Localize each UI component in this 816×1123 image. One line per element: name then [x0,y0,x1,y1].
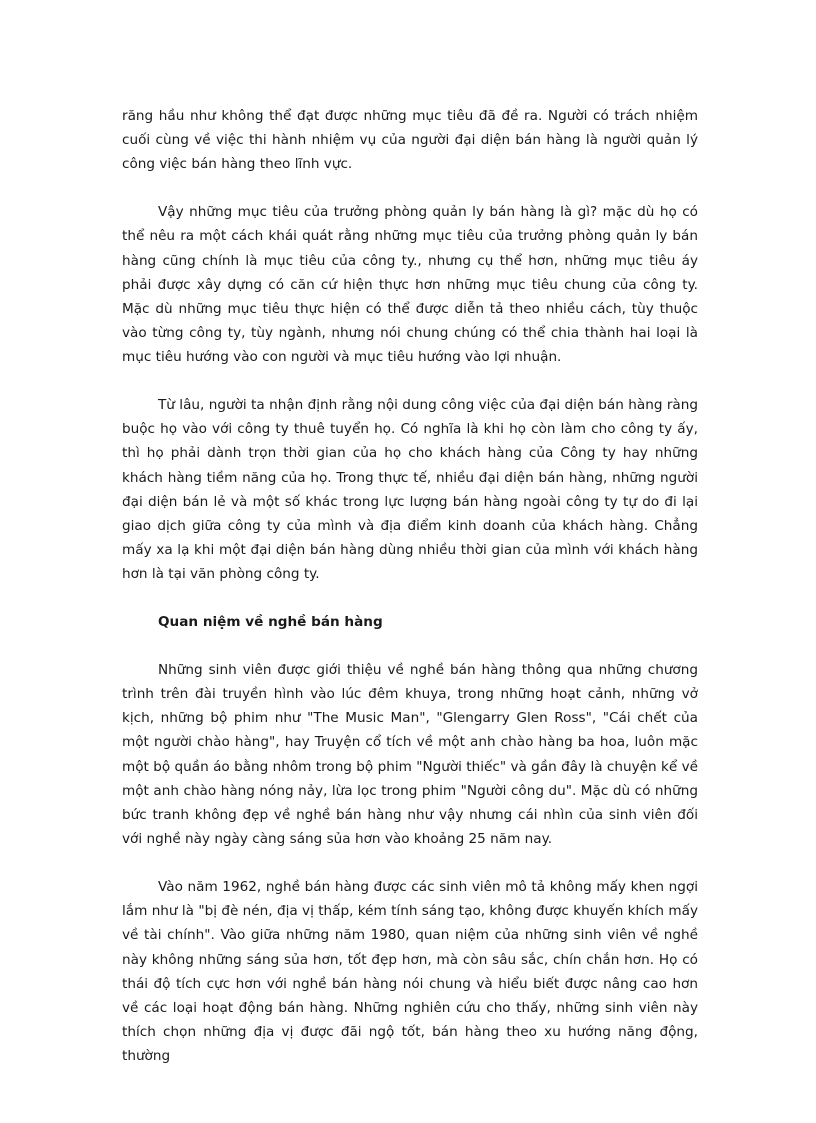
paragraph-5: Vào năm 1962, nghề bán hàng được các sinh viên mô tả không mấy khen ngợi lắm như là "bị đè nén, địa vị thấp, kém tính sáng tạo, không được khuyến khích mấy về tài chính". Vào giữa những năm 1980, quan niệm của những sinh viên về nghề này không những sáng sủa hơn, tốt đẹp hơn, mà còn sâu sắc, chín chắn hơn. Họ có thái độ tích cực hơn với nghề bán hàng nói chung và hiểu biết được nâng cao hơn về các loại hoạt động bán hàng. Những nghiên cứu cho thấy, những sinh viên này thích chọn những địa vị được đãi ngộ tốt, bán hàng theo xu hướng năng động, thường [122,878,698,1065]
paragraph-3: Từ lâu, người ta nhận định rằng nội dung công việc của đại diện bán hàng ràng buộc họ vào với công ty thuê tuyển họ. Có nghĩa là khi họ còn làm cho công ty ấy, thì họ phải dành trọn thời gian của họ cho khách hàng của Công ty hay những khách hàng tiềm năng của họ. Trong thực tế, nhiều đại diện bán hàng, những người đại diện bán lẻ và một số khác trong lực lượng bán hàng ngoài công ty tự do đi lại giao dịch giữa công ty của mình và địa điểm kinh doanh của khách hàng. Chẳng mấy xa lạ khi một đại diện bán hàng dùng nhiều thời gian của mình với khách hàng hơn là tại văn phòng công ty. [122,397,698,583]
paragraph-4: Những sinh viên được giới thiệu về nghề bán hàng thông qua những chương trình trên đài truyền hình vào lúc đêm khuya, trong những hoạt cảnh, những vở kịch, những bộ phim như "The Music Man", "Glengarry Glen Ross", "Cái chết của một người chào hàng", hay Truyện cổ tích về một anh chào hàng ba hoa, luôn mặc một bộ quần áo bằng nhôm trong bộ phim "Người thiếc" và gần đây là chuyện kể về một anh chào hàng nóng nảy, lừa lọc trong phim "Người công du". Mặc dù có những bức tranh không đẹp về nghề bán hàng như vậy nhưng cái nhìn của sinh viên đối với nghề này ngày càng sáng sủa hơn vào khoảng 25 năm nay. [122,661,698,848]
section-heading: Quan niệm về nghề bán hàng [158,614,383,631]
paragraph-2: Vậy những mục tiêu của trưởng phòng quản ly bán hàng là gì? mặc dù họ có thể nêu ra một cách khái quát rằng những mục tiêu của trưởng phòng quản ly bán hàng cũng chính là mục tiêu của công ty., nhưng cụ thể hơn, những mục tiêu áy phải được xây dựng có căn cứ hiện thực hơn những mục tiêu chung của công ty. Mặc dù những mục tiêu thực hiện có thể được diễn tả theo nhiều cách, tùy thuộc vào từng công ty, tùy ngành, nhưng nói chung chúng có thể chia thành hai loại là mục tiêu hướng vào con người và mục tiêu hướng vào lợi nhuận. [122,204,698,366]
document-page [122,104,698,1092]
paragraph-1: răng hầu như không thể đạt được những mục tiêu đã đề ra. Người có trách nhiệm cuối cùng về việc thi hành nhiệm vụ của người đại diện bán hàng là người quản lý công việc bán hàng theo lĩnh vực. [122,108,698,173]
